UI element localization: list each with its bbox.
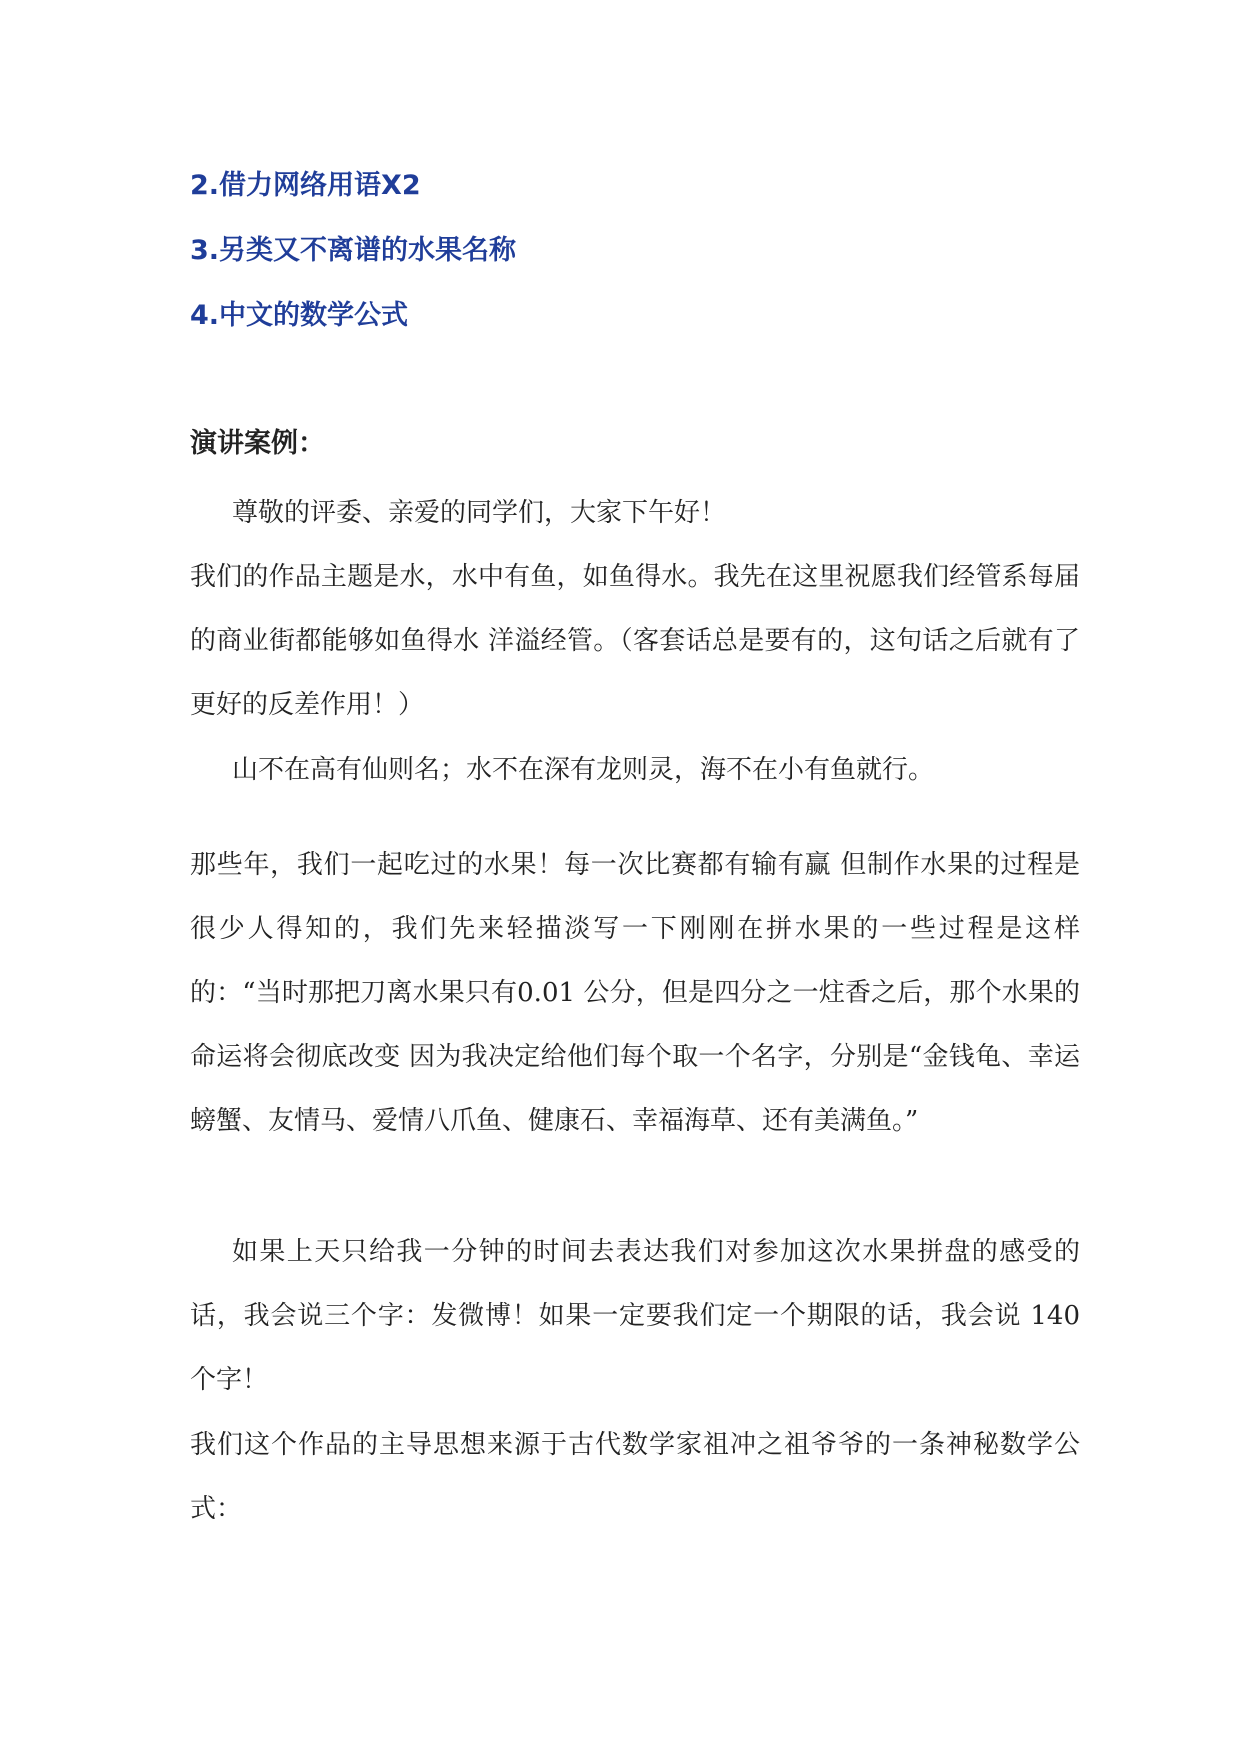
paragraph-saying: 山不在高有仙则名；水不在深有龙则灵，海不在小有鱼就行。 [232, 755, 935, 785]
list-item-math-formula: 4.中文的数学公式 [190, 300, 409, 331]
section-title: 演讲案例： [190, 428, 325, 459]
paragraph-formula-intro: 我们这个作品的主导思想来源于古代数学家祖冲之祖爷爷的一条神秘数学公式： [190, 1430, 1080, 1524]
paragraph-greeting: 尊敬的评委、亲爱的同学们，大家下午好！ [232, 498, 727, 528]
list-item-fruit-names: 3.另类又不离谱的水果名称 [190, 235, 517, 266]
document-page [190, 0, 1080, 1754]
list-item-internet-slang: 2.借力网络用语X2 [190, 170, 421, 201]
paragraph-fruit-story: 那些年，我们一起吃过的水果！每一次比赛都有输有赢 但制作水果的过程是很少人得知的，我们先来轻描淡写一下刚刚在拼水果的一些过程是这样的：“当时那把刀离水果只有0.01 公分，但是四分之一炷香之后，那个水果的命运将会彻底改变 因为我决定给他们每个取一个名字，分别是“金钱龟、幸运螃蟹、友情马、爱情八爪鱼、健康石、幸福海草、还有美满鱼。” [190, 850, 1081, 1136]
paragraph-one-minute: 如果上天只给我一分钟的时间去表达我们对参加这次水果拼盘的感受的话，我会说三个字：发微博！如果一定要我们定一个期限的话，我会说 140 个字！ [190, 1237, 1080, 1395]
paragraph-theme: 我们的作品主题是水，水中有鱼，如鱼得水。我先在这里祝愿我们经管系每届的商业街都能够如鱼得水 洋溢经管。（客套话总是要有的，这句话之后就有了更好的反差作用！） [190, 562, 1080, 720]
